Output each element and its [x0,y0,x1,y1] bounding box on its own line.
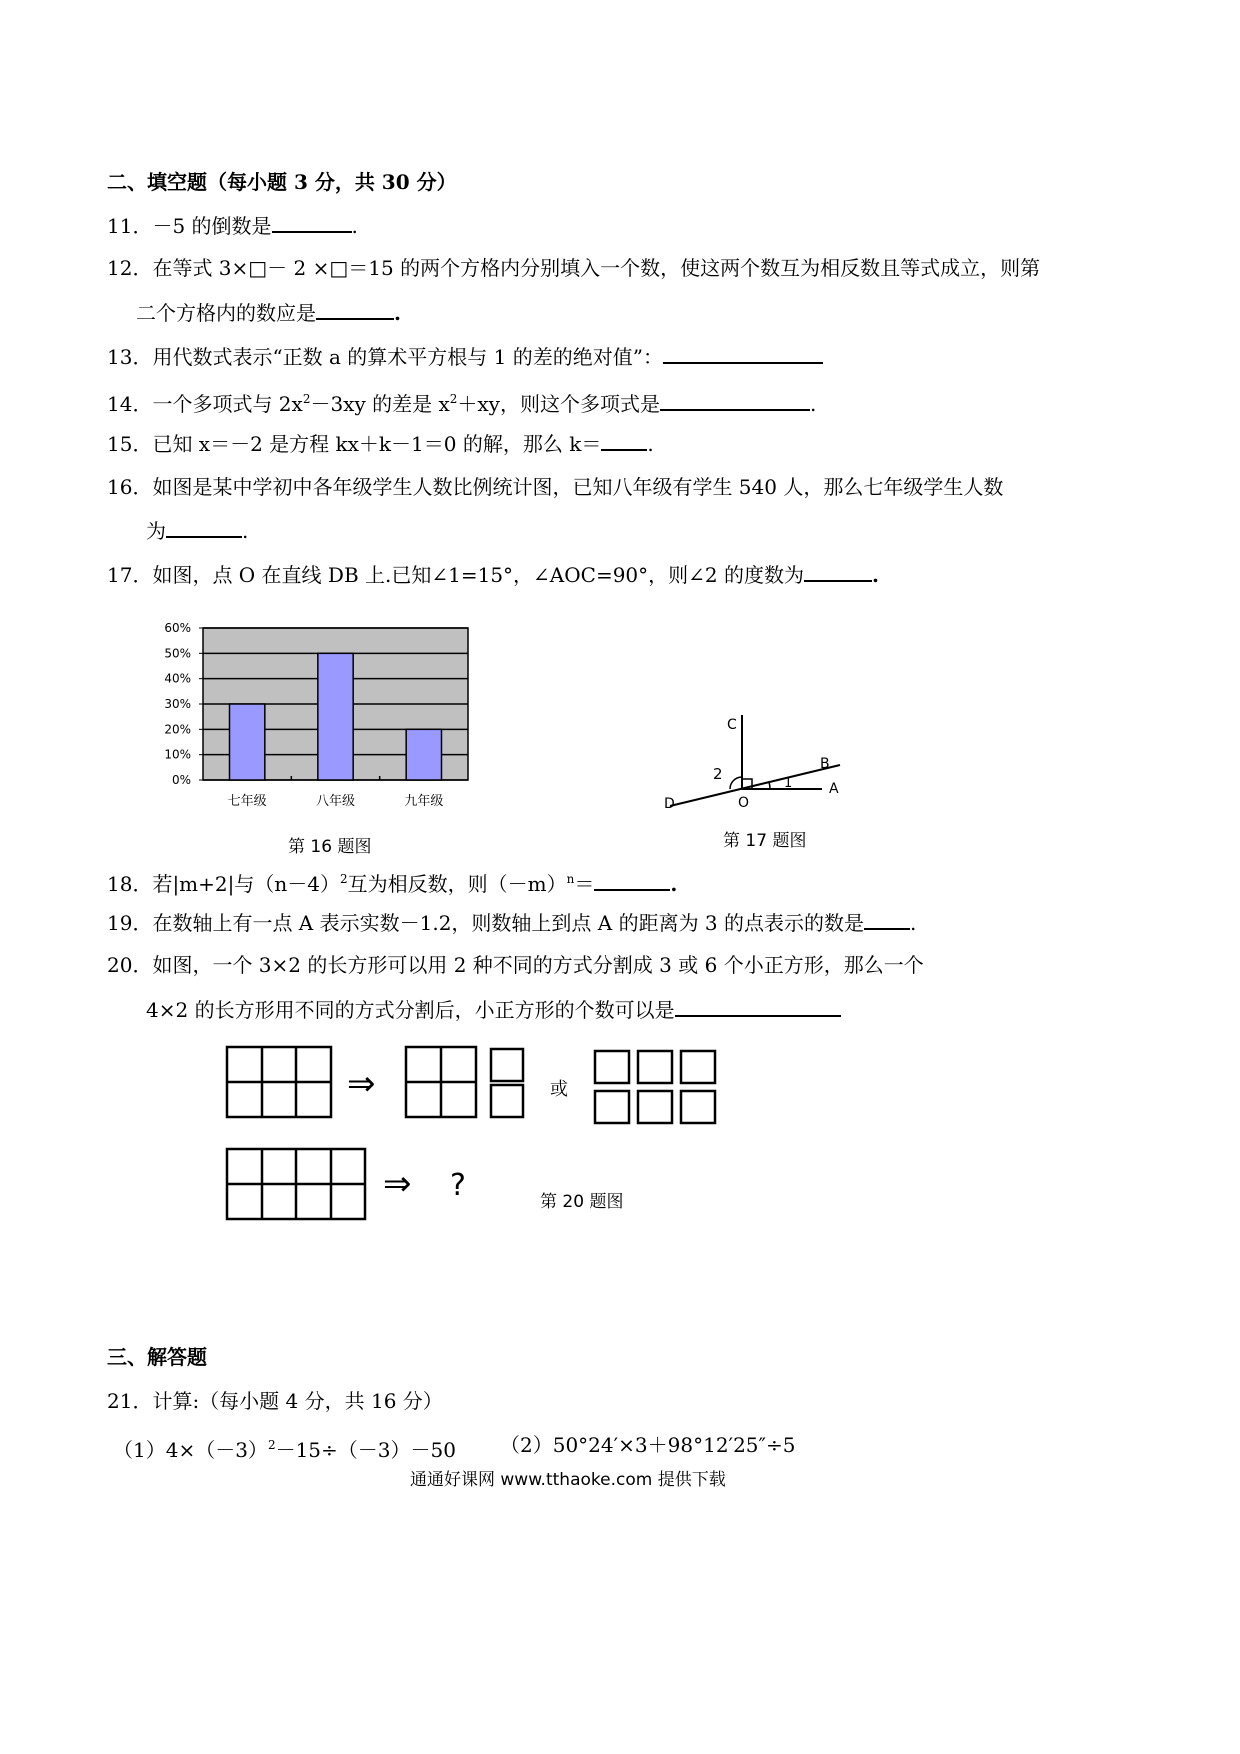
question-16-line1: 16．如图是某中学初中各年级学生人数比例统计图，已知八年级有学生 540 人，那么七年级学生人数 [107,475,1004,499]
question-21-part2: （2）50°24′×3＋98°12′25″÷5 [500,1433,796,1457]
rectangle-division-figure [225,1045,745,1235]
answer-blank [675,997,841,1017]
expression: －15÷（－3）－50 [275,1438,456,1462]
exponent: n [566,872,575,886]
question-21-part1 [113,1433,456,1462]
bar [318,653,353,780]
question-text: 13．用代数式表示“正数 a 的算术平方根与 1 的差的绝对值”： [107,345,663,369]
question-text: 18．若|m+2|与（n－4） [107,872,340,896]
question-end: . [872,563,879,587]
question-text: 15．已知 x＝－2 是方程 kx＋k－1＝0 的解，那么 k＝ [107,432,602,456]
x-tick-label: 八年级 [315,794,356,809]
question-18 [107,867,677,896]
figure-16-caption: 第 16 题图 [288,837,372,857]
y-tick-label: 40% [164,671,191,686]
y-tick-label: 50% [164,646,191,661]
y-tick-label: 30% [164,697,191,711]
page-footer: 通通好课网 www.tthaoke.com 提供下载 [410,1470,726,1490]
bar [406,729,441,780]
question-text: ＋xy，则这个多项式是 [457,392,660,416]
exponent: 2 [302,392,311,406]
exponent: 2 [267,1438,276,1452]
y-tick-label: 0% [171,773,191,787]
exponent: 2 [339,872,348,886]
bar [230,704,265,780]
question-end: . [242,519,249,543]
y-tick-label: 60% [164,621,191,635]
six-small-squares [595,1051,715,1123]
answer-blank [663,344,823,364]
angle-2-arc [730,777,742,789]
section-heading: 二、填空题（每小题 3 分，共 30 分） [107,170,457,194]
answer-blank [601,431,647,451]
label-o: O [738,795,750,811]
question-end: . [670,872,678,896]
question-13 [107,344,823,369]
answer-blank [272,213,352,233]
question-20-line1: 20．如图，一个 3×2 的长方形可以用 2 种不同的方式分割成 3 或 6 个小正方形，那么一个 [107,953,924,977]
question-14 [107,387,816,416]
question-text: 二个方格内的数应是 [136,301,316,325]
answer-blank [864,910,910,930]
x-tick-label: 七年级 [227,794,267,809]
angle-1-arc [769,782,770,789]
question-20-line2 [146,997,841,1022]
question-text: 4×2 的长方形用不同的方式分割后，小正方形的个数可以是 [146,998,675,1022]
answer-blank [660,391,810,411]
question-end: . [351,214,358,238]
bar-chart [150,615,470,815]
question-mark: ? [450,1168,466,1203]
y-tick-label: 20% [164,722,191,737]
x-tick-label: 九年级 [404,794,444,809]
grid-4x2 [227,1149,365,1219]
big-square-2x2 [406,1047,476,1117]
question-19 [107,910,916,935]
label-b: B [820,756,830,772]
or-label: 或 [550,1079,568,1100]
answer-blank [594,871,670,891]
question-text: 为 [146,519,166,543]
angle-diagram [660,715,860,815]
question-end: . [394,301,401,325]
label-angle-2: 2 [713,765,723,783]
question-16-line2 [146,518,248,543]
exponent: 2 [449,392,458,406]
question-text: －3xy 的差是 x [310,392,450,416]
answer-blank [804,562,872,582]
answer-blank [316,300,394,320]
question-text: 17．如图，点 O 在直线 DB 上.已知∠1=15°，∠AOC=90°，则∠2 的度数为 [107,563,805,587]
implies-arrow: ⇒ [383,1164,412,1204]
label-a: A [829,781,839,797]
figure-17-caption: 第 17 题图 [723,831,807,851]
question-17 [107,562,879,587]
question-text: 11．－5 的倒数是 [107,214,272,238]
label-c: C [727,717,737,733]
expression: （1）4×（－3） [113,1438,268,1462]
question-12-line1: 12．在等式 3×□－ 2 ×□＝15 的两个方格内分别填入一个数，使这两个数互为相反数且等式成立，则第 [107,256,1041,280]
section-heading: 三、解答题 [107,1345,207,1369]
question-end: . [910,911,917,935]
question-text: ＝ [574,872,595,896]
question-end: . [809,392,817,416]
figure-20-caption: 第 20 题图 [540,1192,624,1212]
question-21-title: 21．计算:（每小题 4 分，共 16 分） [107,1389,443,1413]
question-text: 互为相反数，则（－m） [347,872,567,896]
grid-3x2 [227,1047,331,1117]
line-db [670,765,840,806]
question-11 [107,213,358,238]
small-squares-column [491,1049,523,1117]
implies-arrow: ⇒ [347,1064,376,1104]
question-end: . [647,432,654,456]
answer-blank [166,518,242,538]
question-text: 19．在数轴上有一点 A 表示实数－1.2，则数轴上到点 A 的距离为 3 的点表示的数是 [107,911,865,935]
label-angle-1: 1 [784,776,793,791]
question-12-line2 [136,300,401,325]
question-15 [107,431,654,456]
label-d: D [664,796,675,812]
question-text: 14．一个多项式与 2x [107,392,303,416]
y-tick-label: 10% [164,747,191,762]
